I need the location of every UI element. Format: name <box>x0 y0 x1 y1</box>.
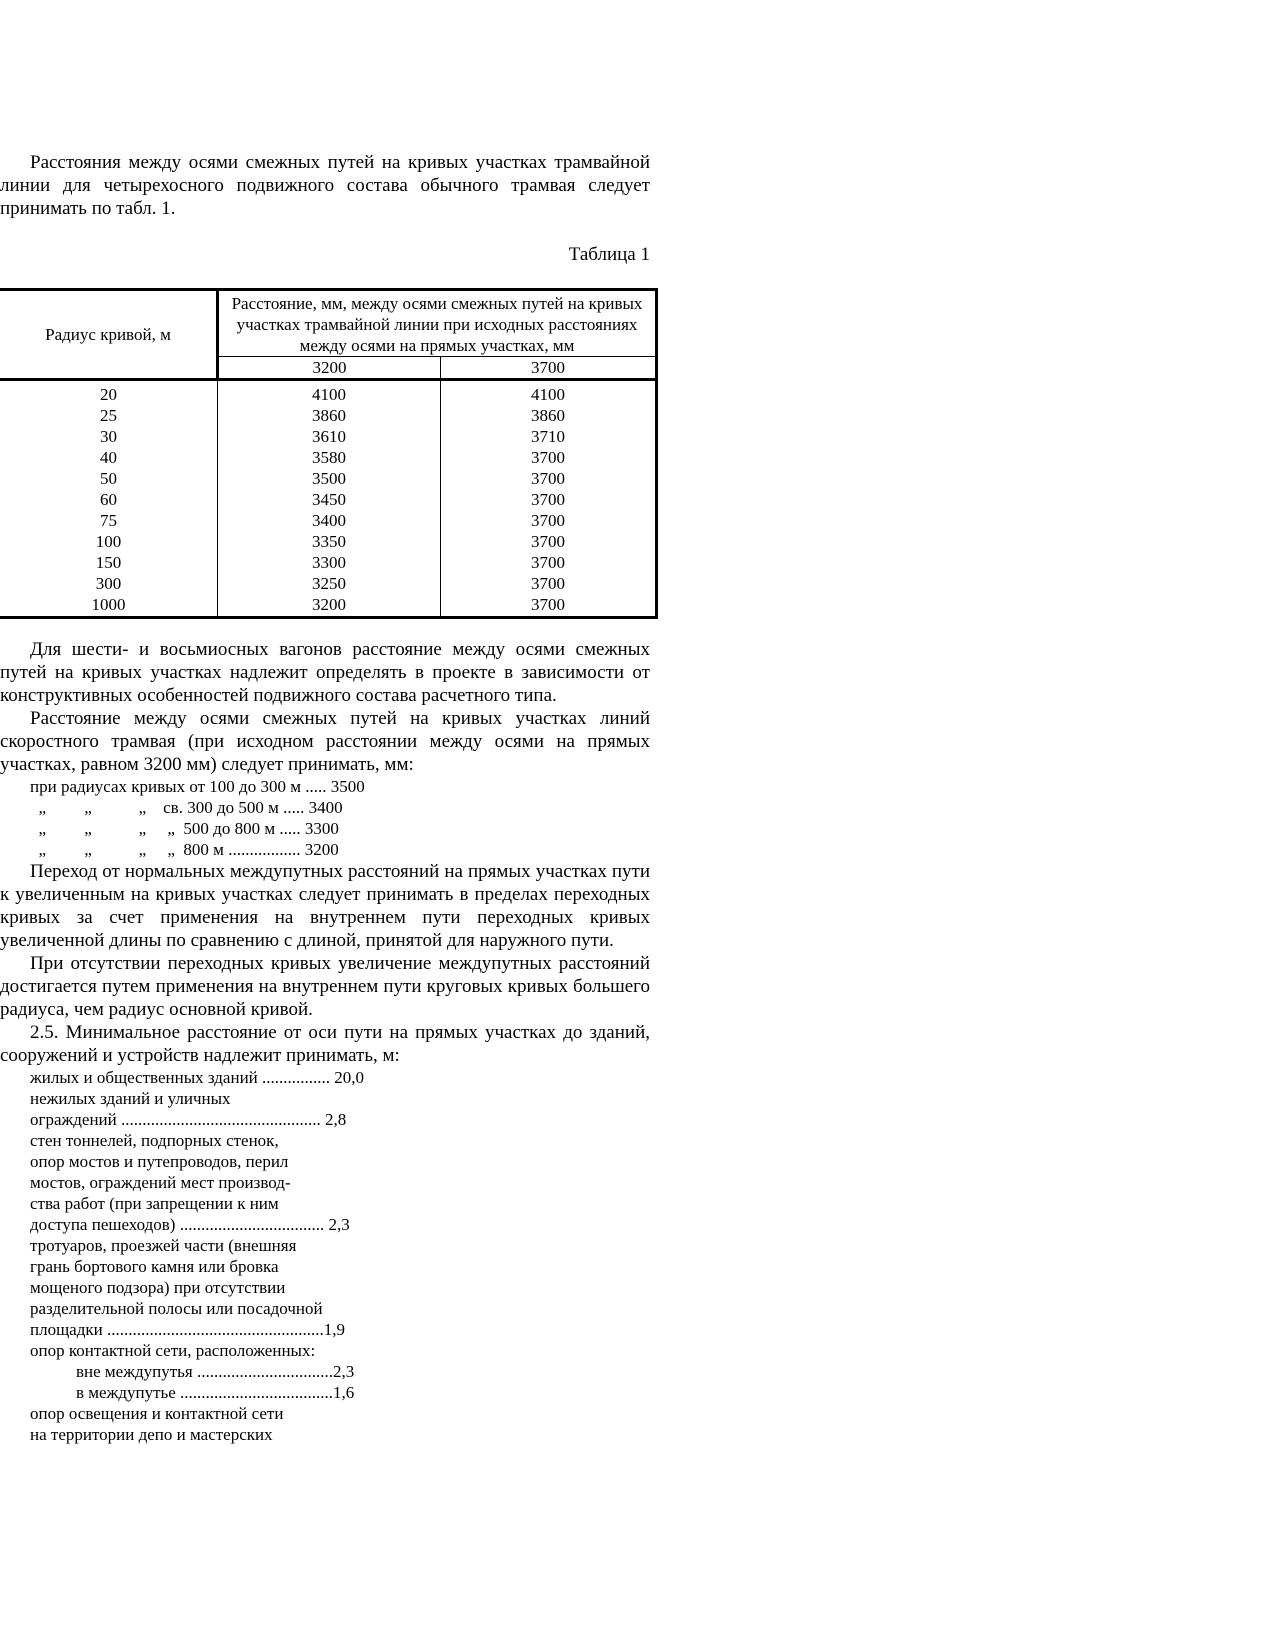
cell-3700: 3700 <box>441 468 657 489</box>
cell-3700: 3700 <box>441 552 657 573</box>
clearance-item: тротуаров, проезжей части (внешняя <box>30 1236 297 1255</box>
table-row <box>0 510 657 531</box>
clearance-item: мощеного подзора) при отсутствии <box>30 1278 286 1297</box>
cell-3700: 3700 <box>441 594 657 618</box>
subheader-3700: 3700 <box>441 357 657 380</box>
header-radius: Радиус кривой, м <box>0 290 218 380</box>
cell-3700: 3700 <box>441 489 657 510</box>
clearance-item: жилых и общественных зданий ................ 20,0 <box>30 1068 365 1087</box>
table-1 <box>0 288 658 619</box>
cell-3200: 3580 <box>218 447 441 468</box>
paragraph-speed-tram: Расстояние между осями смежных путей на кривых участках линий скоростного трамвая (при исходном расстоянии между осями на прямых участках, равном 3200 мм) следует принимать, мм: <box>0 708 650 775</box>
cell-radius: 40 <box>0 447 218 468</box>
cell-3700: 3710 <box>441 426 657 447</box>
cell-3700: 3700 <box>441 510 657 531</box>
clearance-item: опор освещения и контактной сети <box>30 1404 284 1423</box>
cell-3700: 3700 <box>441 531 657 552</box>
radius-list <box>0 776 650 860</box>
cell-radius: 50 <box>0 468 218 489</box>
table-row <box>0 531 657 552</box>
clearance-item: опор контактной сети, расположенных: <box>30 1341 316 1360</box>
cell-3200: 3500 <box>218 468 441 489</box>
cell-3200: 3610 <box>218 426 441 447</box>
table-row <box>0 447 657 468</box>
table-row <box>0 380 657 406</box>
cell-radius: 1000 <box>0 594 218 618</box>
subheader-3200: 3200 <box>218 357 441 380</box>
clearance-item: вне междупутья ................................2,3 <box>76 1362 355 1381</box>
cell-3700: 3860 <box>441 405 657 426</box>
cell-radius: 25 <box>0 405 218 426</box>
radius-line: „ „ „ „ 800 м ................. 3200 <box>30 840 339 859</box>
cell-3700: 3700 <box>441 447 657 468</box>
body-text <box>0 638 650 1445</box>
paragraph-absence: При отсутствии переходных кривых увеличение междупутных расстояний достигается путем применения на внутреннем пути круговых кривых большего радиуса, чем радиус основной кривой. <box>0 953 650 1020</box>
cell-3200: 3450 <box>218 489 441 510</box>
clearance-item: мостов, ограждений мест производ- <box>30 1173 291 1192</box>
cell-3200: 3860 <box>218 405 441 426</box>
cell-radius: 30 <box>0 426 218 447</box>
table-row <box>0 573 657 594</box>
clearance-item: ства работ (при запрещении к ним <box>30 1194 279 1213</box>
cell-3200: 3250 <box>218 573 441 594</box>
clearance-item: доступа пешеходов) .................................. 2,3 <box>30 1215 350 1234</box>
table-row <box>0 552 657 573</box>
clearance-item: площадки ...................................................1,9 <box>30 1320 345 1339</box>
table-caption: Таблица 1 <box>568 244 650 265</box>
table-row <box>0 426 657 447</box>
paragraph-six-eight-axle: Для шести- и восьмиосных вагонов расстояние между осями смежных путей на кривых участках надлежит определять в проекте в зависимости от конструктивных особенностей подвижного состава расчетного типа. <box>0 639 650 706</box>
radius-line: „ „ „ св. 300 до 500 м ..... 3400 <box>30 798 343 817</box>
paragraph-2-5: 2.5. Минимальное расстояние от оси пути на прямых участках до зданий, сооружений и устройств надлежит принимать, м: <box>0 1022 650 1066</box>
radius-line: при радиусах кривых от 100 до 300 м ..... 3500 <box>30 777 365 796</box>
cell-3700: 4100 <box>441 380 657 406</box>
cell-3200: 3400 <box>218 510 441 531</box>
clearance-item: в междупутье ....................................1,6 <box>76 1383 355 1402</box>
cell-3700: 3700 <box>441 573 657 594</box>
radius-line: „ „ „ „ 500 до 800 м ..... 3300 <box>30 819 339 838</box>
clearance-item: опор мостов и путепроводов, перил <box>30 1152 289 1171</box>
intro-paragraph: Расстояния между осями смежных путей на кривых участках трамвайной линии для четырехосного подвижного состава обычного трамвая следует принимать по табл. 1. <box>0 152 650 219</box>
table-row <box>0 594 657 618</box>
clearance-item: нежилых зданий и уличных <box>30 1089 231 1108</box>
cell-3200: 3200 <box>218 594 441 618</box>
cell-radius: 300 <box>0 573 218 594</box>
cell-radius: 60 <box>0 489 218 510</box>
cell-3200: 3300 <box>218 552 441 573</box>
cell-3200: 3350 <box>218 531 441 552</box>
clearance-item: разделительной полосы или посадочной <box>30 1299 323 1318</box>
paragraph-transition: Переход от нормальных междупутных расстояний на прямых участках пути к увеличенным на кривых участках следует принимать в пределах переходных кривых за счет применения на внутреннем пути переходных кривых увеличенной длины по сравнению с длиной, принятой для наружного пути. <box>0 861 650 951</box>
cell-3200: 4100 <box>218 380 441 406</box>
clearance-item: стен тоннелей, подпорных стенок, <box>30 1131 279 1150</box>
clearance-item: ограждений ............................................... 2,8 <box>30 1110 347 1129</box>
header-distance: Расстояние, мм, между осями смежных путей на кривых участках трамвайной линии при исходных расстояниях между осями на прямых участках, мм <box>218 290 657 357</box>
table-row <box>0 489 657 510</box>
clearance-item: на территории депо и мастерских <box>30 1425 273 1444</box>
cell-radius: 75 <box>0 510 218 531</box>
table-row <box>0 468 657 489</box>
clearance-list <box>0 1067 650 1445</box>
cell-radius: 150 <box>0 552 218 573</box>
clearance-item: грань бортового камня или бровка <box>30 1257 279 1276</box>
cell-radius: 100 <box>0 531 218 552</box>
table-row <box>0 405 657 426</box>
cell-radius: 20 <box>0 380 218 406</box>
